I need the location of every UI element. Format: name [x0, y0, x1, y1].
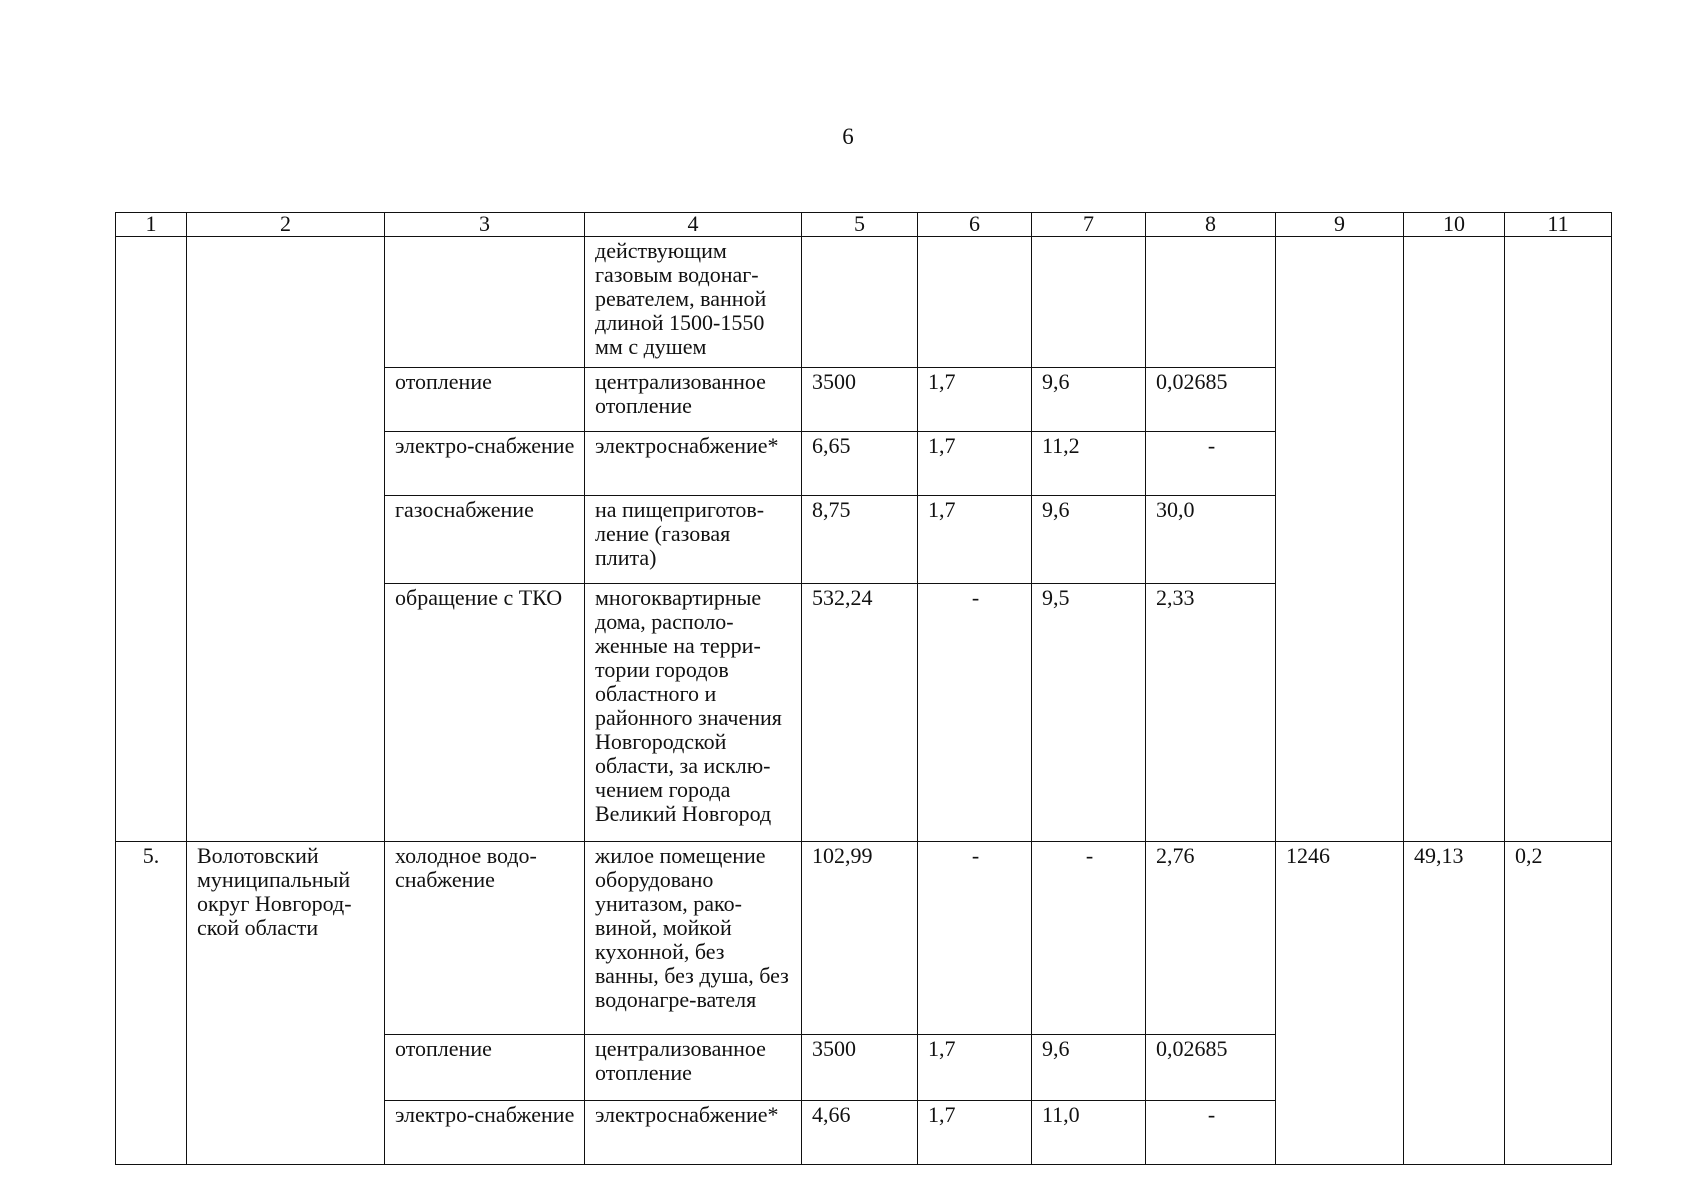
value-cell: [918, 237, 1032, 368]
index-cell: [116, 237, 187, 842]
header-cell: 9: [1276, 213, 1404, 237]
header-cell: 11: [1505, 213, 1612, 237]
description-cell: электроснабжение*: [585, 432, 802, 496]
value-cell: [802, 237, 918, 368]
description-cell: многоквартирные дома, располо-женные на терри-тории городов областного и районного значения Новгородской области, за исклю-чением города Великий Новгород: [585, 584, 802, 842]
header-cell: 2: [187, 213, 385, 237]
value-cell: 532,24: [802, 584, 918, 842]
value-cell: 9,5: [1032, 584, 1146, 842]
header-cell: 3: [385, 213, 585, 237]
value-cell: 1,7: [918, 368, 1032, 432]
value-cell: 0,2: [1505, 842, 1612, 1165]
value-cell: 49,13: [1404, 842, 1505, 1165]
value-cell: -: [918, 584, 1032, 842]
header-cell: 7: [1032, 213, 1146, 237]
header-cell: 5: [802, 213, 918, 237]
service-cell: газоснабжение: [385, 496, 585, 584]
value-cell: 11,2: [1032, 432, 1146, 496]
service-cell: холодное водо-снабжение: [385, 842, 585, 1035]
value-cell: 1,7: [918, 496, 1032, 584]
description-cell: централизованное отопление: [585, 368, 802, 432]
table-row: [116, 237, 1612, 368]
value-cell: 102,99: [802, 842, 918, 1035]
header-cell: 6: [918, 213, 1032, 237]
value-cell: 9,6: [1032, 1035, 1146, 1101]
value-cell: 0,02685: [1146, 368, 1276, 432]
value-cell: 11,0: [1032, 1101, 1146, 1165]
value-cell: 8,75: [802, 496, 918, 584]
value-cell: [1276, 237, 1404, 842]
value-cell: 1,7: [918, 1035, 1032, 1101]
service-cell: электро-снабжение: [385, 1101, 585, 1165]
value-cell: 2,33: [1146, 584, 1276, 842]
value-cell: [1505, 237, 1612, 842]
description-cell: централизованное отопление: [585, 1035, 802, 1101]
value-cell: 2,76: [1146, 842, 1276, 1035]
value-cell: -: [1146, 1101, 1276, 1165]
service-cell: [385, 237, 585, 368]
header-cell: 10: [1404, 213, 1505, 237]
value-cell: 1,7: [918, 432, 1032, 496]
description-cell: жилое помещение оборудовано унитазом, рако-виной, мойкой кухонной, без ванны, без душа, без водонагре-вателя: [585, 842, 802, 1035]
value-cell: -: [1146, 432, 1276, 496]
value-cell: 0,02685: [1146, 1035, 1276, 1101]
service-cell: отопление: [385, 368, 585, 432]
description-cell: действующим газовым водонаг-ревателем, ванной длиной 1500-1550 мм с душем: [585, 237, 802, 368]
value-cell: 9,6: [1032, 368, 1146, 432]
value-cell: -: [918, 842, 1032, 1035]
value-cell: 30,0: [1146, 496, 1276, 584]
index-cell: 5.: [116, 842, 187, 1165]
header-cell: 4: [585, 213, 802, 237]
description-cell: на пищеприготов-ление (газовая плита): [585, 496, 802, 584]
header-cell: 1: [116, 213, 187, 237]
value-cell: 9,6: [1032, 496, 1146, 584]
value-cell: [1146, 237, 1276, 368]
value-cell: 3500: [802, 1035, 918, 1101]
municipality-cell: Волотовский муниципальный округ Новгород-ской области: [187, 842, 385, 1165]
service-cell: электро-снабжение: [385, 432, 585, 496]
service-cell: отопление: [385, 1035, 585, 1101]
value-cell: [1404, 237, 1505, 842]
value-cell: -: [1032, 842, 1146, 1035]
tariff-table: [115, 212, 1611, 1165]
header-cell: 8: [1146, 213, 1276, 237]
value-cell: 1246: [1276, 842, 1404, 1165]
description-cell: электроснабжение*: [585, 1101, 802, 1165]
value-cell: 4,66: [802, 1101, 918, 1165]
value-cell: 3500: [802, 368, 918, 432]
value-cell: [1032, 237, 1146, 368]
value-cell: 6,65: [802, 432, 918, 496]
column-number-row: [116, 213, 1612, 237]
service-cell: обращение с ТКО: [385, 584, 585, 842]
municipality-cell: [187, 237, 385, 842]
page-number: 6: [842, 124, 854, 149]
value-cell: 1,7: [918, 1101, 1032, 1165]
table-row: [116, 842, 1612, 1035]
